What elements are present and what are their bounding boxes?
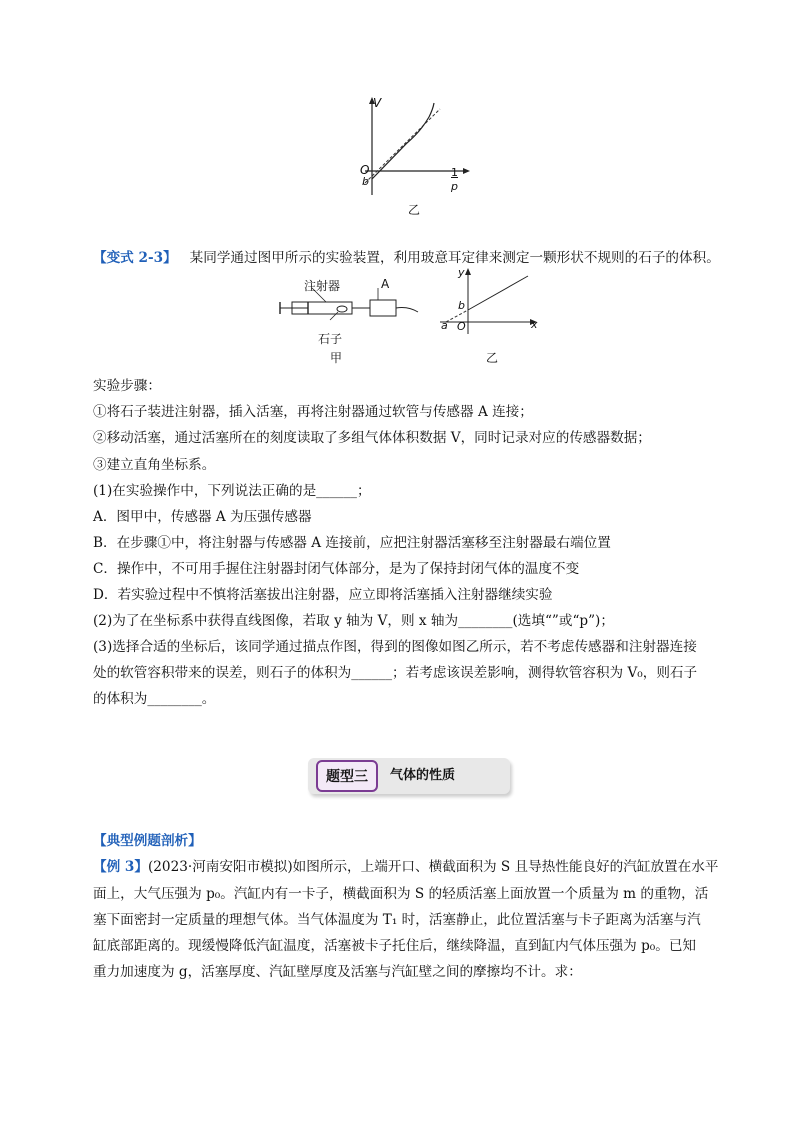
example-line-3: 塞下面密封一定质量的理想气体。当气体温度为 T₁ 时，活塞静止，此位置活塞与卡子距离为活塞与汽: [93, 912, 701, 928]
graph2-axis-y: y: [458, 266, 465, 279]
example-line-5: 重力加速度为 g，活塞厚度、汽缸壁厚度及活塞与汽缸壁之间的摩擦均不计。求：: [93, 964, 582, 980]
variant-text: 某同学通过图甲所示的实验装置，利用玻意耳定律来测定一颗形状不规则的石子的体积。: [189, 250, 720, 266]
graph2-axis-x: x: [531, 318, 538, 331]
question-3-line-2: 处的软管容积带来的误差，则石子的体积为______；若考虑该误差影响，测得软管容积为 V₀，则石子: [93, 665, 698, 681]
option-a: A．图甲中，传感器 A 为压强传感器: [93, 509, 312, 525]
figure-graph2: [436, 266, 546, 338]
step-1: ①将石子装进注射器，插入活塞，再将注射器通过软管与传感器 A 连接；: [93, 404, 533, 420]
graph2-origin: O: [457, 320, 466, 333]
figure-top-graph: [355, 95, 475, 215]
example-line-2: 面上，大气压强为 p₀。汽缸内有一卡子，横截面积为 S 的轻质活塞上面放置一个质量为 m 的重物，活: [93, 886, 709, 902]
figure-top-caption: 乙: [408, 203, 421, 217]
origin-label: O: [360, 163, 370, 177]
option-b: B．在步骤①中，将注射器与传感器 A 连接前，应把注射器活塞移至注射器最右端位置: [93, 535, 611, 551]
label-syringe: 注射器: [304, 279, 341, 293]
option-c: C．操作中，不可用手握住注射器封闭气体部分，是为了保持封闭气体的温度不变: [93, 561, 580, 577]
example-line-4: 缸底部距离的。现缓慢降低汽缸温度，活塞被卡子托住后，继续降温，直到缸内气体压强为 p₀。已知: [93, 938, 697, 954]
example-heading: 【典型例题剖析】: [93, 833, 202, 849]
step-2: ②移动活塞，通过活塞所在的刻度读取了多组气体体积数据 V，同时记录对应的传感器数据；: [93, 430, 651, 446]
stone: [337, 306, 347, 312]
apparatus-caption: 甲: [330, 351, 343, 365]
example-tag: 【例 3】: [93, 859, 148, 875]
question-1: (1)在实验操作中，下列说法正确的是______；: [93, 483, 371, 499]
label-leader-stone: [330, 312, 338, 320]
graph2-caption: 乙: [486, 351, 499, 365]
axis-x-denominator: p: [451, 180, 458, 193]
axis-v-label: V: [373, 96, 382, 110]
graph2-intercept-a: a: [441, 319, 448, 332]
variant-line: [93, 248, 720, 268]
label-stone: 石子: [318, 332, 343, 346]
graph2-intercept-b: b: [458, 299, 465, 312]
label-sensor-a: A: [381, 277, 390, 291]
graph2-y-arrow: [465, 268, 471, 275]
example-text-1: (2023·河南安阳市模拟)如图所示，上端开口、横截面积为 S 且导热性能良好的汽缸放置在水平: [147, 859, 719, 875]
step-3: ③建立直角坐标系。: [93, 457, 216, 473]
x-axis-arrow: [463, 168, 470, 174]
question-3-line-1: (3)选择合适的坐标后，该同学通过描点作图，得到的图像如图乙所示，若不考虑传感器和注射器连接: [93, 639, 697, 655]
sensor-a: [370, 300, 396, 316]
section-type-label: 题型三: [316, 760, 378, 792]
dashed-fit-line: [365, 109, 440, 183]
section-title: 气体的性质: [390, 768, 456, 783]
intercept-b-label: b: [362, 175, 369, 188]
variant-tag: 【变式 2-3】: [93, 250, 177, 266]
steps-heading: 实验步骤：: [93, 378, 161, 394]
question-3-line-3: 的体积为________。: [93, 691, 216, 707]
question-2: (2)为了在坐标系中获得直线图像，若取 y 轴为 V，则 x 轴为________(选填“”或“p”)；: [93, 613, 614, 629]
sensor-cable: [396, 308, 418, 313]
graph2-data-line: [468, 276, 528, 310]
example-line-1: [93, 857, 718, 877]
apparatus-figure: [278, 278, 428, 328]
option-d: D．若实验过程中不慎将活塞拔出注射器，应立即将活塞插入注射器继续实验: [93, 587, 553, 603]
axis-x-numerator: 1: [451, 166, 458, 179]
